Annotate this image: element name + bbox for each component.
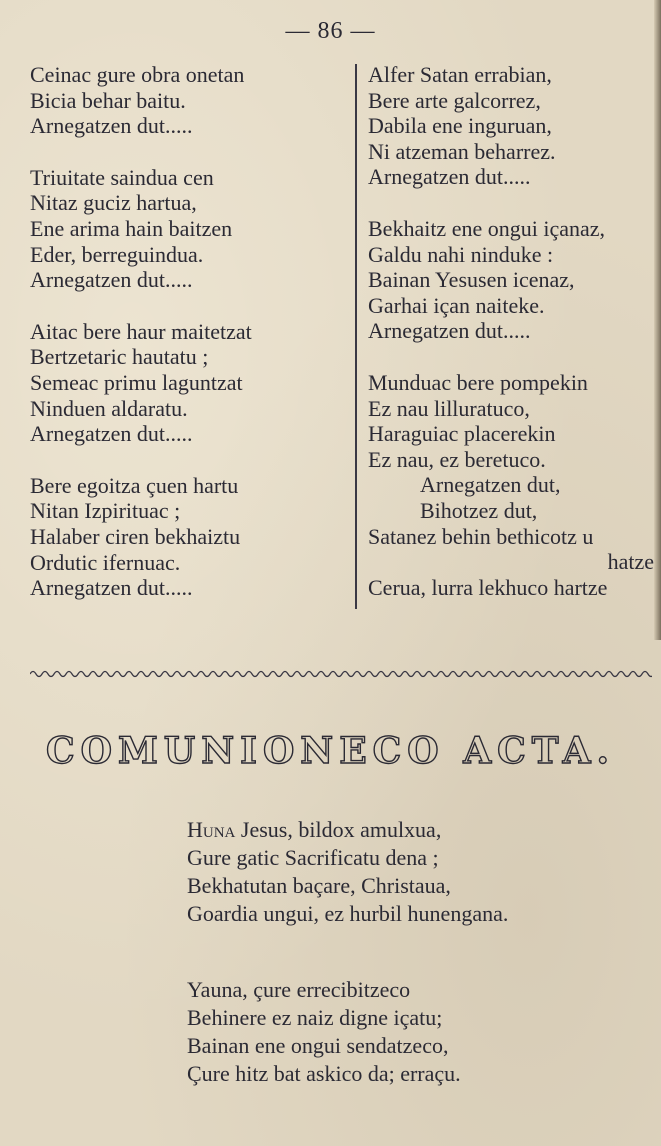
refrain-line: Arnegatzen dut..... bbox=[30, 267, 193, 293]
runover-line: hatze bbox=[607, 549, 654, 575]
verse-line: Bertzetaric hautatu ; bbox=[30, 344, 209, 370]
verse-line: Halaber ciren bekhaiztu bbox=[30, 523, 241, 549]
verse-line: Ninduen aldaratu. bbox=[30, 395, 188, 421]
verse-line: Ez nau, ez beretuco. bbox=[368, 446, 546, 472]
verse-line: Bere arte galcorrez, bbox=[368, 87, 541, 113]
refrain-line: Arnegatzen dut..... bbox=[30, 575, 193, 601]
verse-line: Bicia behar baitu. bbox=[30, 87, 186, 113]
verse-line: Satanez behin bethicotz u bbox=[368, 523, 594, 549]
verse-line: Triuitate saindua cen bbox=[30, 164, 214, 190]
stanza bbox=[368, 370, 658, 600]
verse-line: Çure hitz bat askico da; erraçu. bbox=[187, 1061, 461, 1086]
column-divider bbox=[355, 64, 357, 609]
verse-line: Nitaz guciz hartua, bbox=[30, 190, 197, 216]
verse-line: Goardia ungui, ez hurbil hunengana. bbox=[187, 901, 509, 926]
verse-line: Bere egoitza çuen hartu bbox=[30, 472, 239, 498]
indented-line: Bihotzez dut, bbox=[420, 497, 538, 523]
verse-line: Bainan ene ongui sendatzeco, bbox=[187, 1033, 449, 1058]
right-column bbox=[368, 62, 658, 626]
prayer-stanza bbox=[187, 816, 508, 928]
verse-line: Gure gatic Sacrificatu dena ; bbox=[187, 845, 439, 870]
verse-line: Bekhatutan baçare, Christaua, bbox=[187, 873, 451, 898]
verse-line: Yauna, çure errecibitzeco bbox=[187, 977, 411, 1002]
verse-line: Ceinac gure obra onetan bbox=[30, 62, 245, 87]
verse-line: Ez nau lilluratuco, bbox=[368, 395, 530, 421]
verse-line: Bainan Yesusen icenaz, bbox=[368, 267, 575, 293]
verse-line: Semeac primu laguntzat bbox=[30, 369, 243, 395]
verse-line: Haraguiac placerekin bbox=[368, 421, 556, 447]
wavy-ornament-divider bbox=[30, 666, 652, 682]
stanza bbox=[30, 473, 348, 601]
left-column bbox=[30, 62, 348, 627]
lead-word: Huna bbox=[187, 817, 236, 842]
verse-line: Bekhaitz ene ongui içanaz, bbox=[368, 215, 606, 241]
verse-line: Ni atzeman beharrez. bbox=[368, 138, 556, 164]
verse-line: Aitac bere haur maitetzat bbox=[30, 318, 252, 344]
refrain-line: Arnegatzen dut..... bbox=[30, 113, 193, 139]
verse-line: Garhai içan naiteke. bbox=[368, 292, 545, 318]
verse-line: Cerua, lurra lekhuco hartze bbox=[368, 574, 608, 600]
prayer-stanza bbox=[187, 976, 461, 1088]
verse-line: Dabila ene inguruan, bbox=[368, 113, 552, 139]
refrain-line: Arnegatzen dut..... bbox=[368, 164, 531, 190]
refrain-line: Arnegatzen dut..... bbox=[368, 318, 531, 344]
stanza bbox=[30, 165, 348, 293]
verse-line bbox=[187, 816, 508, 844]
verse-line: Ordutic ifernuac. bbox=[30, 549, 181, 575]
section-title: COMUNIONECO ACTA. bbox=[45, 730, 616, 772]
stanza bbox=[30, 319, 348, 447]
verse-line: Behinere ez naiz digne içatu; bbox=[187, 1005, 443, 1030]
verse-line: Munduac bere pompekin bbox=[368, 369, 588, 395]
first-line-rest: Jesus, bildox amulxua, bbox=[235, 817, 442, 842]
stanza bbox=[368, 62, 658, 190]
verse-line: Galdu nahi ninduke : bbox=[368, 241, 554, 267]
page-number: — 86 — bbox=[285, 18, 376, 44]
verse-line: Eder, berreguindua. bbox=[30, 241, 204, 267]
stanza bbox=[30, 62, 348, 139]
indented-line: Arnegatzen dut, bbox=[420, 472, 561, 498]
verse-line: Alfer Satan errabian, bbox=[368, 62, 552, 87]
verse-line: Ene arima hain baitzen bbox=[30, 215, 233, 241]
stanza bbox=[368, 216, 658, 344]
verse-line: Nitan Izpirituac ; bbox=[30, 498, 181, 524]
refrain-line: Arnegatzen dut..... bbox=[30, 421, 193, 447]
